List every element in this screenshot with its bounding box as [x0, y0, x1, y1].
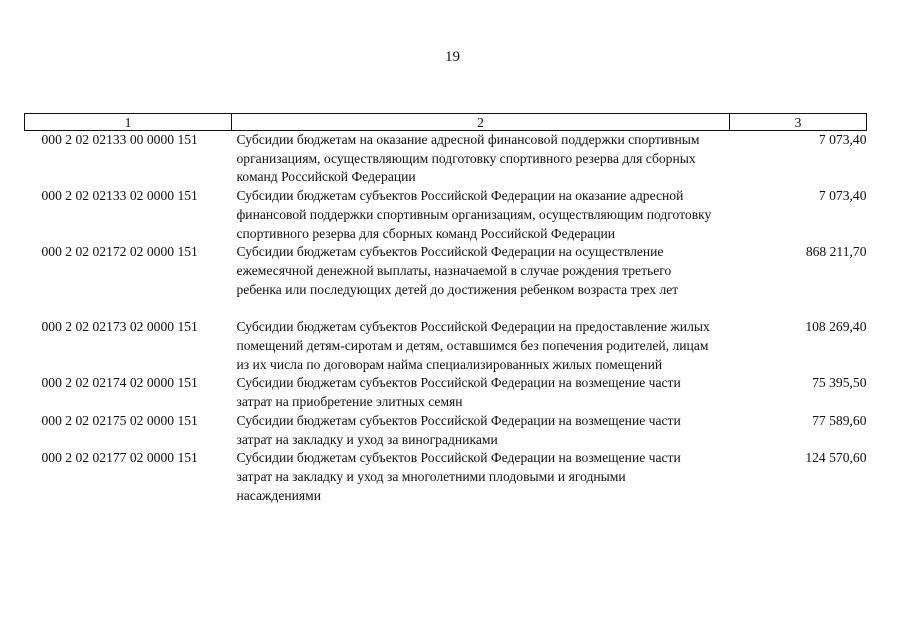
budget-amount: 75 395,50	[812, 375, 867, 391]
budget-amount: 108 269,40	[805, 319, 867, 335]
budget-table	[24, 113, 867, 505]
budget-description: Субсидии бюджетам субъектов Российской Федерации на возмещение части затрат на закладку и уход за многолетними плодовыми и ягодными насаждениями	[236, 450, 681, 503]
table-row	[25, 412, 867, 449]
column-header-amount: 3	[730, 114, 867, 131]
budget-description: Субсидии бюджетам субъектов Российской Федерации на возмещение части затрат на приобретение элитных семян	[236, 375, 681, 410]
budget-amount: 868 211,70	[805, 244, 867, 260]
column-header-code: 1	[25, 114, 232, 131]
budget-description: Субсидии бюджетам субъектов Российской Федерации на возмещение части затрат на закладку и уход за виноградниками	[236, 412, 681, 447]
table-header-row	[25, 114, 867, 131]
budget-amount: 77 589,60	[812, 412, 867, 428]
table-row	[25, 318, 867, 374]
budget-description: Субсидии бюджетам субъектов Российской Федерации на оказание адресной финансовой поддержки спортивным организациям, осуществляющим подготовку спортивного резерва для сборных команд Российской Федерации	[236, 188, 712, 241]
table-row	[25, 243, 867, 318]
budget-code: 000 2 02 02174 02 0000 151	[41, 375, 198, 391]
budget-code: 000 2 02 02175 02 0000 151	[41, 412, 198, 428]
budget-description: Субсидии бюджетам субъектов Российской Федерации на осуществление ежемесячной денежной выплаты, назначаемой в случае рождения третьего ребенка или последующих детей до достижения ребенком возраста трех лет	[236, 244, 679, 297]
budget-amount: 7 073,40	[818, 132, 867, 147]
budget-code: 000 2 02 02172 02 0000 151	[41, 244, 198, 260]
budget-code: 000 2 02 02133 00 0000 151	[41, 132, 198, 147]
budget-description: Субсидии бюджетам на оказание адресной финансовой поддержки спортивным организациям, осуществляющим подготовку спортивного резерва для сборных команд Российской Федерации	[236, 132, 700, 185]
table-row	[25, 131, 867, 188]
table-row	[25, 187, 867, 243]
page-number: 19	[445, 49, 460, 65]
budget-code: 000 2 02 02177 02 0000 151	[41, 450, 198, 466]
column-header-description: 2	[232, 114, 730, 131]
budget-amount: 124 570,60	[805, 450, 867, 466]
budget-amount: 7 073,40	[818, 188, 867, 204]
table-row	[25, 449, 867, 505]
table-row	[25, 374, 867, 411]
budget-code: 000 2 02 02173 02 0000 151	[41, 319, 198, 335]
budget-description: Субсидии бюджетам субъектов Российской Федерации на предоставление жилых помещений детям-сиротам и детям, оставшимся без попечения родителей, лицам из их числа по договорам найма специализированных жилых помещений	[236, 319, 710, 372]
budget-code: 000 2 02 02133 02 0000 151	[41, 188, 198, 204]
